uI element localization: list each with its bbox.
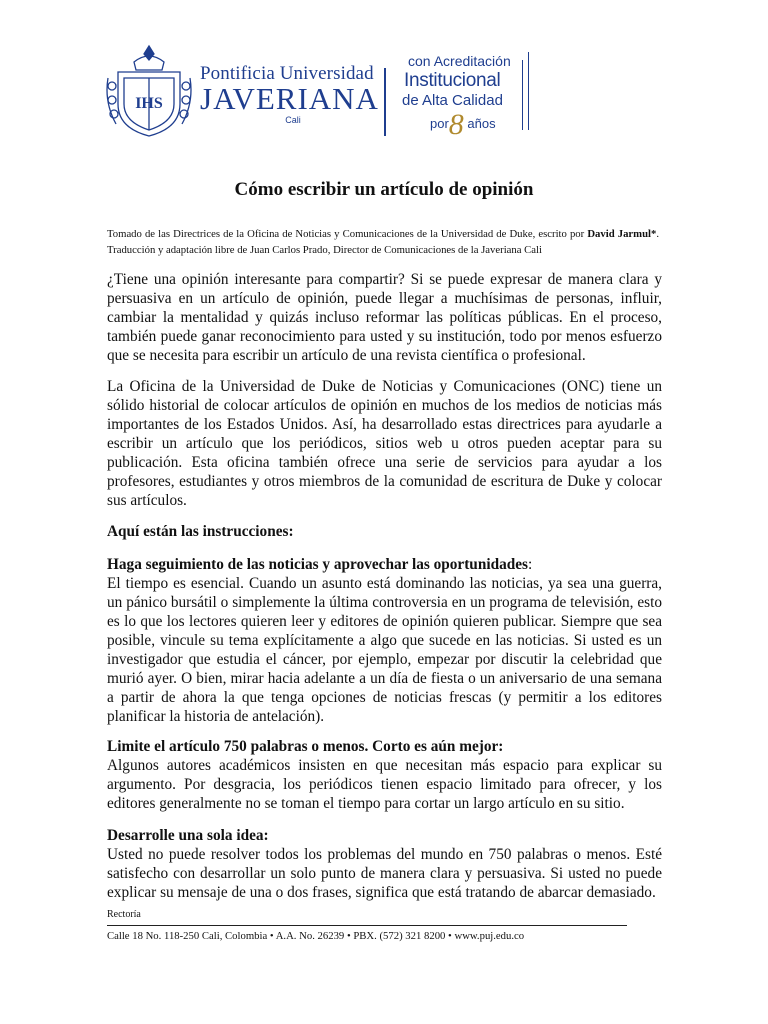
accreditation-prefix: por	[430, 116, 449, 131]
crest-icon	[104, 42, 194, 138]
document-title: Cómo escribir un artículo de opinión	[234, 179, 534, 200]
source-text-before: Tomado de las Directrices de la Oficina de Noticias y Comunicaciones de la Universidad de Duke, escrito por	[107, 228, 588, 240]
university-logo	[104, 42, 394, 138]
accreditation-logo	[396, 50, 536, 140]
accreditation-line2: Institucional	[404, 70, 501, 91]
paragraph-onc: La Oficina de la Universidad de Duke de Noticias y Comunicaciones (ONC) tiene un sólido historial de colocar artículos de opinión en muchos de los medios de noticias más importantes de los Estados Unidos. Así, ha desarrollado estas directrices para ayudarle a escribir un artículo que los periódicos, sitios web u otros pueden aceptar para su publicación. Esta oficina también ofrece una serie de servicios para ayudar a los profesores, estudiantes y otros miembros de la comunidad de escritura de Duke y colocar sus artículos.	[107, 378, 662, 509]
section-text: Usted no puede resolver todos los problemas del mundo en 750 palabras o menos. Esté satisfecho con desarrollar un solo punto de manera clara y persuasiva. Si usted no puede explicar su mensaje de una o dos frases, significa que está tratando de abarcar demasiado.	[107, 846, 662, 901]
section-heading-suffix: :	[527, 556, 533, 573]
logo-divider	[384, 68, 386, 136]
section-text: El tiempo es esencial. Cuando un asunto está dominando las noticias, ya sea una guerra, un pánico bursátil o simplemente la última controversia en un programa de televisión, esto es lo que los lectores quieren leer y editores de opinión quieren publicar. Siempre que sea posible, vincule su tema explícitamente a algo que sucede en las noticias. Si usted es un investigador que estudia el cáncer, por ejemplo, empezar por discutir la celebridad que murió ayer. O bien, mirar hacia adelante a un día de fiesta o un aniversario de una semana a partir de ahora la que tenga opciones de noticias frescas (y permitir a los editores planificar la historia de antelación).	[107, 575, 662, 725]
section-news	[107, 555, 662, 726]
accreditation-bar	[528, 52, 529, 130]
university-city: Cali	[285, 115, 301, 125]
section-text: Algunos autores académicos insisten en que necesitan más espacio para explicar su argumento. Por desgracia, los periódicos tienen espacio limitado para ofrecer, y los editores generalmente no se toman el tiempo para cortar un largo artículo en su sitio.	[107, 757, 662, 812]
accreditation-line4	[430, 108, 496, 142]
section-heading-text: Haga seguimiento de las noticias y aprovechar las oportunidades	[107, 556, 528, 573]
university-name-line2: JAVERIANA	[200, 81, 379, 116]
section-heading-text: Desarrolle una sola idea:	[107, 827, 269, 844]
university-name-line1: Pontificia Universidad	[200, 63, 374, 84]
section-heading	[107, 555, 662, 574]
crest-monogram: IHS	[135, 95, 163, 112]
accreditation-line1: con Acreditación	[408, 53, 511, 69]
footer-divider	[107, 925, 627, 926]
footer-address: Calle 18 No. 118-250 Cali, Colombia • A.A. No. 26239 • PBX. (572) 321 8200 • www.puj.edu.co	[107, 930, 525, 942]
accreditation-years-number: 8	[448, 108, 464, 141]
section-length	[107, 737, 662, 813]
instructions-heading: Aquí están las instrucciones:	[107, 523, 294, 540]
section-heading-text: Limite el artículo 750 palabras o menos. Corto es aún mejor:	[107, 738, 504, 755]
source-text-after: . Traducción y adaptación libre de Juan Carlos Prado, Director de Comunicaciones de la Javeriana Cali	[107, 228, 659, 256]
accreditation-suffix: años	[467, 116, 496, 131]
paragraph-intro: ¿Tiene una opinión interesante para compartir? Si se puede expresar de manera clara y persuasiva en un artículo de opinión, puede llegar a muchísimas de personas, influir, cambiar la mentalidad y quizás incluso reformar las políticas públicas. En el proceso, también puede ganar reconocimiento para usted y su institución, todo por menos esfuerzo que se necesita para escribir un artículo de una revista científica o profesional.	[107, 271, 662, 364]
source-note	[107, 226, 659, 258]
accreditation-bar	[522, 60, 523, 130]
section-single-idea	[107, 826, 662, 902]
footer-label: Rectoría	[107, 909, 141, 920]
source-author: David Jarmul*	[587, 228, 657, 240]
accreditation-line3: de Alta Calidad	[402, 92, 503, 109]
university-name	[200, 64, 386, 126]
